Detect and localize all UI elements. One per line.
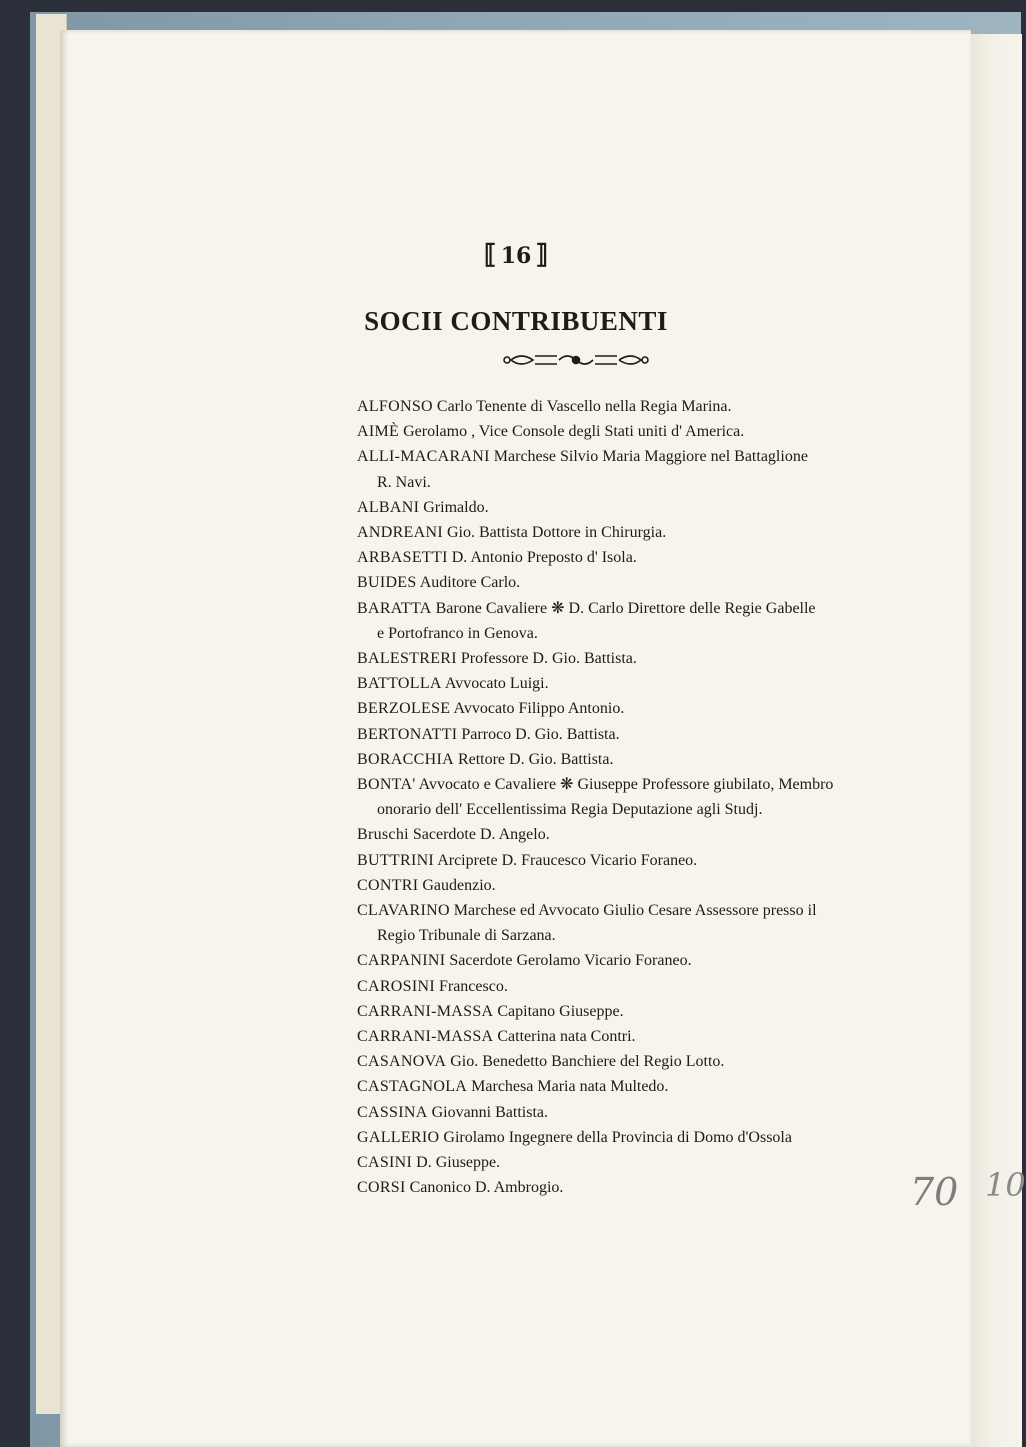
list-item-continuation: e Portofranco in Genova. bbox=[377, 624, 538, 642]
list-item: ALLI-MACARANI Marchese Silvio Maria Maggiore nel Battaglione bbox=[357, 448, 808, 466]
list-item: BALESTRERI Professore D. Gio. Battista. bbox=[357, 650, 637, 668]
list-item: BORACCHIA Rettore D. Gio. Battista. bbox=[357, 750, 614, 768]
list-item: BERTONATTI Parroco D. Gio. Battista. bbox=[357, 725, 620, 743]
list-item: BUTTRINI Arciprete D. Fraucesco Vicario Foraneo. bbox=[357, 851, 698, 869]
list-item: CASSINA Giovanni Battista. bbox=[357, 1103, 548, 1121]
list-item: Bruschi Sacerdote D. Angelo. bbox=[357, 826, 550, 844]
page-number bbox=[61, 240, 971, 270]
book-page bbox=[60, 30, 971, 1447]
list-item: ALFONSO Carlo Tenente di Vascello nella Regia Marina. bbox=[357, 398, 732, 415]
page-number-value: 16 bbox=[500, 243, 532, 269]
list-item: BERZOLESE Avvocato Filippo Antonio. bbox=[357, 700, 625, 718]
members-list bbox=[357, 394, 937, 1201]
list-item-continuation: R. Navi. bbox=[377, 473, 431, 491]
page-title: SOCII CONTRIBUENTI bbox=[364, 306, 668, 336]
list-item: CARPANINI Sacerdote Gerolamo Vicario Foraneo. bbox=[357, 952, 692, 970]
pencil-mark: 70 bbox=[910, 1170, 959, 1214]
list-item: BARATTA Barone Cavaliere ❋ D. Carlo Direttore delle Regie Gabelle bbox=[357, 599, 816, 617]
list-item: BUIDES Auditore Carlo. bbox=[357, 574, 521, 592]
list-item: CASANOVA Gio. Benedetto Banchiere del Regio Lotto. bbox=[357, 1053, 725, 1071]
list-item: CASINI D. Giuseppe. bbox=[357, 1154, 501, 1172]
list-item: ALBANI Grimaldo. bbox=[357, 498, 489, 516]
list-item: CAROSINI Francesco. bbox=[357, 977, 508, 995]
pencil-mark: 10 bbox=[985, 1166, 1026, 1204]
list-item: BATTOLLA Avvocato Luigi. bbox=[357, 675, 549, 693]
list-item: GALLERIO Girolamo Ingegnere della Provincia di Domo d'Ossola bbox=[357, 1128, 792, 1146]
list-item: CARRANI-MASSA Capitano Giuseppe. bbox=[357, 1002, 624, 1020]
list-item-continuation: Regio Tribunale di Sarzana. bbox=[377, 927, 556, 945]
list-item: CONTRI Gaudenzio. bbox=[357, 876, 496, 894]
list-item: AIMÈ Gerolamo , Vice Console degli Stati uniti d' America. bbox=[357, 423, 745, 441]
list-item: BONTA' Avvocato e Cavaliere ❋ Giuseppe Professore giubilato, Membro bbox=[357, 776, 834, 794]
ornamental-bracket-right-icon: ⟧ bbox=[535, 240, 549, 270]
list-item: CORSI Canonico D. Ambrogio. bbox=[357, 1179, 564, 1197]
list-item: CASTAGNOLA Marchesa Maria nata Multedo. bbox=[357, 1078, 669, 1096]
list-item: CLAVARINO Marchese ed Avvocato Giulio Cesare Assessore presso il bbox=[357, 902, 817, 920]
list-item-continuation: onorario dell' Eccellentissima Regia Deputazione agli Studj. bbox=[377, 801, 763, 819]
ornamental-bracket-left-icon: ⟦ bbox=[483, 240, 497, 270]
list-item: ARBASETTI D. Antonio Preposto d' Isola. bbox=[357, 549, 637, 567]
decorative-rule-ornament-icon bbox=[501, 348, 651, 372]
facing-page-edge bbox=[965, 34, 1022, 1447]
list-item: ANDREANI Gio. Battista Dottore in Chirurgia. bbox=[357, 524, 667, 542]
list-item: CARRANI-MASSA Catterina nata Contri. bbox=[357, 1028, 636, 1046]
